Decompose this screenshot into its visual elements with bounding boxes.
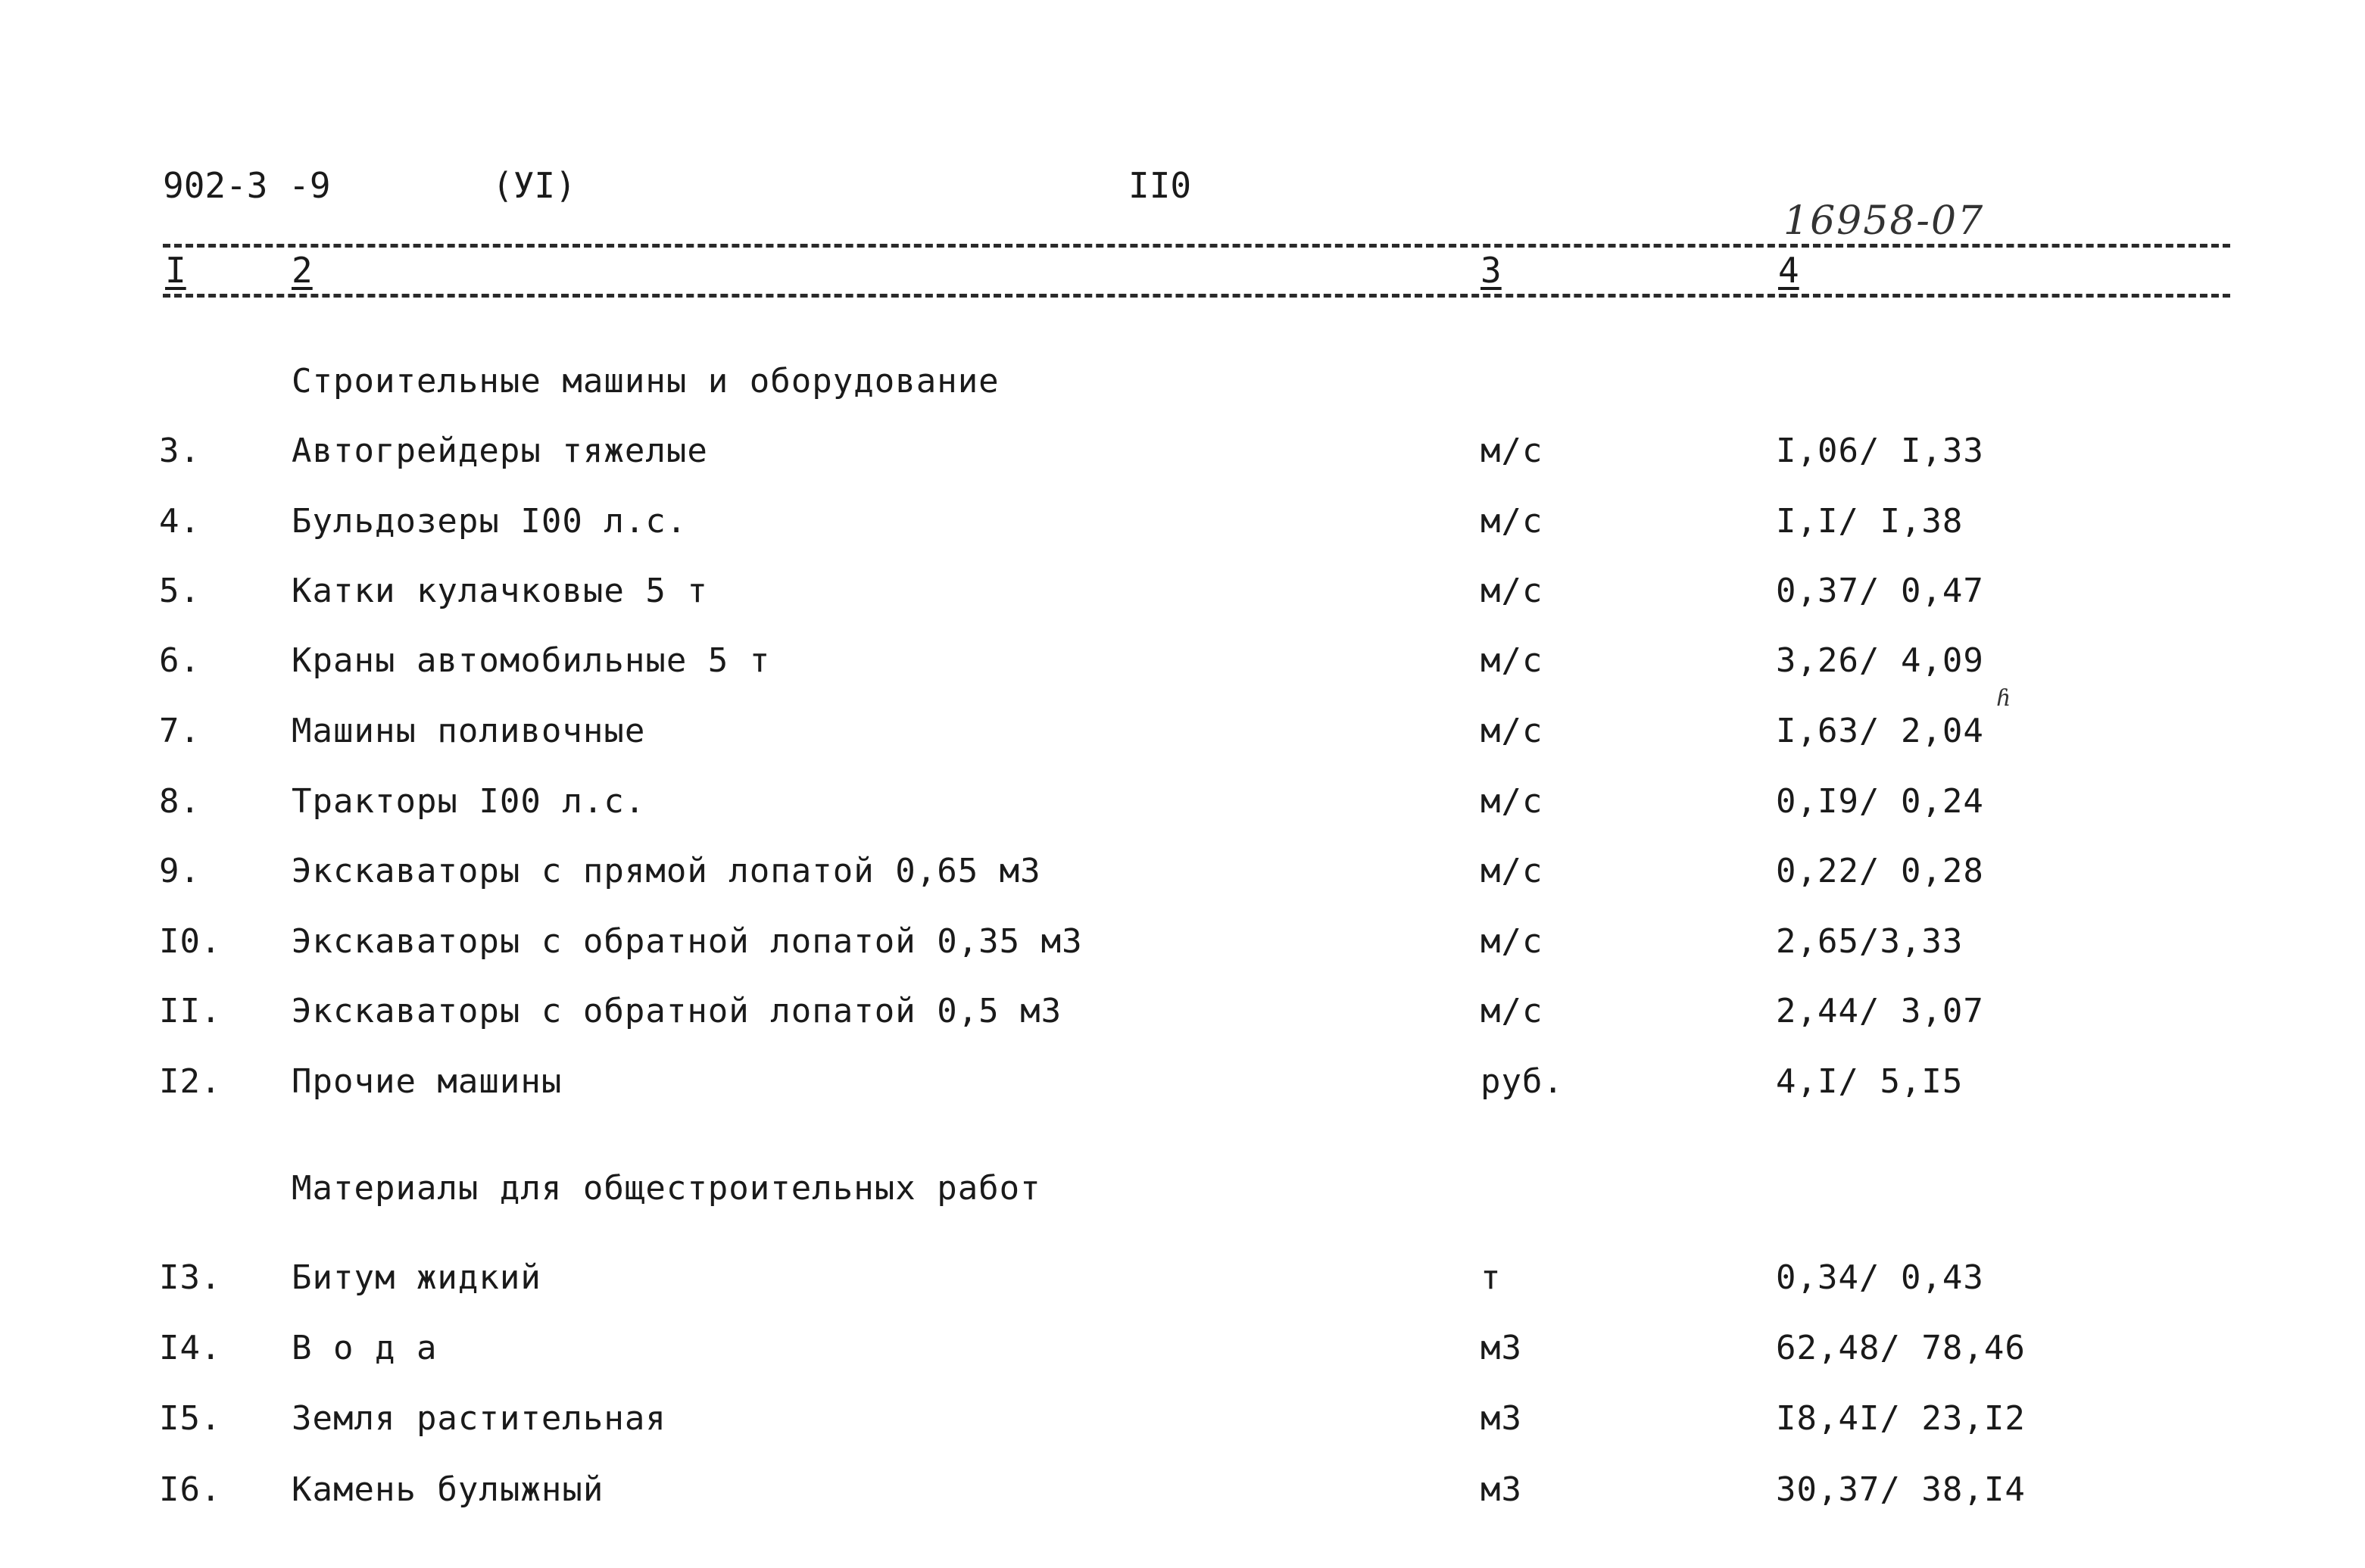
section-title: Материалы для общестроительных работ — [292, 1169, 1041, 1208]
row-number: I6. — [159, 1470, 222, 1509]
handwritten-number: 16958-07 — [1783, 198, 1985, 244]
row-unit: м/с — [1480, 502, 1543, 541]
row-number: 4. — [159, 502, 201, 541]
row-value: I,I/ I,38 — [1776, 502, 1964, 541]
row-number: 6. — [159, 641, 201, 680]
row-number: 8. — [159, 782, 201, 821]
row-value: 30,37/ 38,I4 — [1776, 1470, 2026, 1509]
row-number: 9. — [159, 852, 201, 890]
column-number-1: I — [165, 250, 186, 291]
row-unit: м3 — [1480, 1470, 1522, 1509]
row-unit: м/с — [1480, 852, 1543, 890]
row-value: 2,65/3,33 — [1776, 922, 1964, 961]
row-value: I8,4I/ 23,I2 — [1776, 1399, 2026, 1438]
row-number: I5. — [159, 1399, 222, 1438]
row-name: Битум жидкий — [292, 1258, 541, 1297]
row-unit: м3 — [1480, 1399, 1522, 1438]
row-unit: м/с — [1480, 922, 1543, 961]
row-unit: руб. — [1480, 1062, 1564, 1101]
row-value: 0,I9/ 0,24 — [1776, 782, 1984, 821]
row-unit: м/с — [1480, 782, 1543, 821]
column-number-4: 4 — [1778, 250, 1799, 291]
row-unit: м/с — [1480, 992, 1543, 1030]
page-number: II0 — [1128, 165, 1192, 206]
row-unit: м/с — [1480, 432, 1543, 470]
table-row — [0, 502, 2365, 547]
row-unit: м3 — [1480, 1329, 1522, 1367]
table-row — [0, 1258, 2365, 1304]
row-number: I0. — [159, 922, 222, 961]
row-name: Экскаваторы с обратной лопатой 0,35 м3 — [292, 922, 1083, 961]
table-row — [0, 1062, 2365, 1108]
row-name: Машины поливочные — [292, 712, 646, 750]
column-number-3: 3 — [1480, 250, 1502, 291]
row-value: 0,37/ 0,47 — [1776, 572, 1984, 610]
table-row — [0, 1399, 2365, 1445]
row-number: 7. — [159, 712, 201, 750]
row-unit: м/с — [1480, 712, 1543, 750]
row-number: I2. — [159, 1062, 222, 1101]
row-value: 0,22/ 0,28 — [1776, 852, 1984, 890]
top-dashed-rule — [163, 244, 2230, 248]
row-unit: м/с — [1480, 641, 1543, 680]
row-value: 4,I/ 5,I5 — [1776, 1062, 1964, 1101]
row-name: Камень булыжный — [292, 1470, 604, 1509]
row-value: 62,48/ 78,46 — [1776, 1329, 2026, 1367]
row-name: Бульдозеры I00 л.с. — [292, 502, 688, 541]
table-row — [0, 922, 2365, 968]
table-row — [0, 782, 2365, 828]
row-unit: м/с — [1480, 572, 1543, 610]
row-unit: т — [1480, 1258, 1502, 1297]
table-row — [0, 432, 2365, 477]
row-name: Катки кулачковые 5 т — [292, 572, 708, 610]
row-number: I3. — [159, 1258, 222, 1297]
row-name: Экскаваторы с прямой лопатой 0,65 м3 — [292, 852, 1041, 890]
row-number: I4. — [159, 1329, 222, 1367]
row-number: 3. — [159, 432, 201, 470]
row-name: Прочие машины — [292, 1062, 563, 1101]
table-row — [0, 1329, 2365, 1374]
row-name: Краны автомобильные 5 т — [292, 641, 771, 680]
row-number: 5. — [159, 572, 201, 610]
table-row — [0, 992, 2365, 1037]
table-row — [0, 852, 2365, 897]
row-name: Земля растительная — [292, 1399, 666, 1438]
row-name: Автогрейдеры тяжелые — [292, 432, 708, 470]
row-value: I,06/ I,33 — [1776, 432, 1984, 470]
row-name: В о д а — [292, 1329, 438, 1367]
row-value: I,63/ 2,04 — [1776, 712, 1984, 750]
column-number-2: 2 — [292, 250, 313, 291]
doc-series: (УI) — [492, 165, 576, 206]
table-row — [0, 641, 2365, 687]
row-name: Тракторы I00 л.с. — [292, 782, 646, 821]
section-title: Строительные машины и оборудование — [292, 362, 1000, 401]
row-value: 0,34/ 0,43 — [1776, 1258, 1984, 1297]
pen-mark: ɦ — [1996, 685, 2011, 712]
row-name: Экскаваторы с обратной лопатой 0,5 м3 — [292, 992, 1062, 1030]
row-value: 2,44/ 3,07 — [1776, 992, 1984, 1030]
bottom-dashed-rule — [163, 294, 2230, 298]
row-value: 3,26/ 4,09 — [1776, 641, 1984, 680]
table-row — [0, 572, 2365, 617]
table-row — [0, 1470, 2365, 1516]
table-row — [0, 712, 2365, 757]
row-number: II. — [159, 992, 222, 1030]
doc-code: 902-3 -9 — [163, 165, 331, 206]
